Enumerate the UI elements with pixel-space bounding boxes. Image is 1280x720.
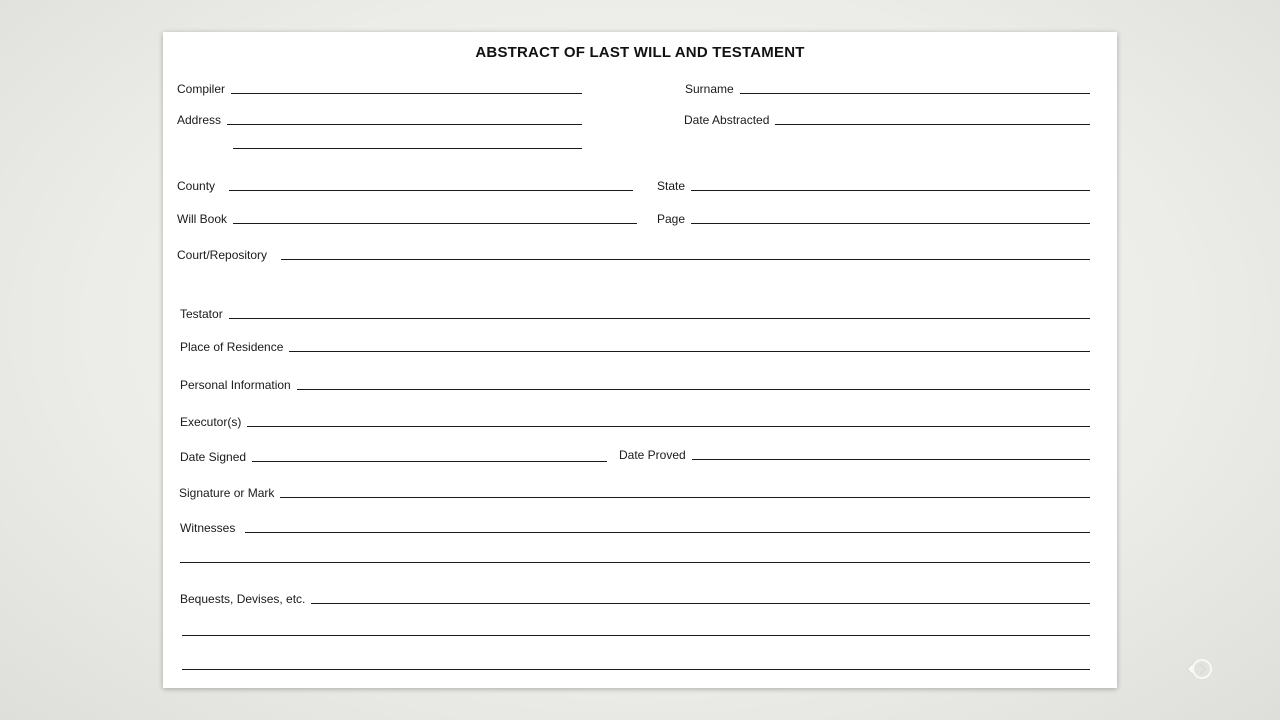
state-label: State (657, 179, 686, 193)
date-abstracted-field (684, 107, 1090, 127)
executors-line[interactable] (247, 426, 1090, 427)
personal-information-field (180, 372, 1090, 392)
bequests-field (180, 586, 1090, 606)
signature-or-mark-label: Signature or Mark (179, 486, 275, 500)
date-signed-label: Date Signed (180, 450, 247, 464)
form-title: ABSTRACT OF LAST WILL AND TESTAMENT (475, 44, 805, 61)
date-signed-field (180, 444, 607, 464)
witnesses-line-2[interactable] (180, 562, 1090, 563)
will-book-label: Will Book (177, 212, 228, 226)
bequests-line-3[interactable] (182, 669, 1090, 670)
will-book-field (177, 206, 637, 226)
personal-information-label: Personal Information (180, 378, 291, 392)
surname-line[interactable] (740, 93, 1090, 94)
address-label: Address (177, 113, 222, 127)
witnesses-line[interactable] (245, 532, 1090, 533)
bequests-line-2[interactable] (182, 635, 1090, 636)
surname-label: Surname (685, 82, 734, 96)
executors-field (180, 409, 1090, 429)
compiler-label: Compiler (177, 82, 226, 96)
surname-field (685, 76, 1090, 96)
page-label: Page (657, 212, 686, 226)
page-line[interactable] (691, 223, 1090, 224)
personal-information-line[interactable] (297, 389, 1090, 390)
date-signed-line[interactable] (252, 461, 607, 462)
date-abstracted-label: Date Abstracted (684, 113, 770, 127)
date-proved-field (619, 442, 1090, 462)
date-proved-label: Date Proved (619, 448, 686, 462)
county-field (177, 173, 633, 193)
county-label: County (177, 179, 216, 193)
signature-or-mark-field (179, 480, 1090, 500)
testator-label: Testator (180, 307, 223, 321)
court-repository-label: Court/Repository (177, 248, 268, 262)
executors-label: Executor(s) (180, 415, 242, 429)
compiler-field (177, 76, 582, 96)
address-line[interactable] (227, 124, 582, 125)
page-field (657, 206, 1090, 226)
state-field (657, 173, 1090, 193)
date-proved-line[interactable] (692, 459, 1090, 460)
date-abstracted-line[interactable] (775, 124, 1090, 125)
form-sheet (163, 32, 1117, 688)
bequests-label: Bequests, Devises, etc. (180, 592, 306, 606)
signature-or-mark-line[interactable] (280, 497, 1090, 498)
compiler-line[interactable] (231, 93, 582, 94)
address-field (177, 107, 582, 127)
place-of-residence-field (180, 334, 1090, 354)
testator-field (180, 301, 1090, 321)
presentation-nav-icon[interactable] (1181, 656, 1215, 682)
will-book-line[interactable] (233, 223, 637, 224)
witnesses-label: Witnesses (180, 521, 236, 535)
state-line[interactable] (691, 190, 1090, 191)
witnesses-field (180, 515, 1090, 535)
testator-line[interactable] (229, 318, 1090, 319)
court-repository-field (177, 242, 1090, 262)
court-repository-line[interactable] (281, 259, 1090, 260)
address-line-2[interactable] (233, 148, 582, 149)
place-of-residence-line[interactable] (289, 351, 1090, 352)
county-line[interactable] (229, 190, 633, 191)
presentation-nav-icon-graphic (1181, 656, 1215, 682)
bequests-line[interactable] (311, 603, 1090, 604)
place-of-residence-label: Place of Residence (180, 340, 284, 354)
